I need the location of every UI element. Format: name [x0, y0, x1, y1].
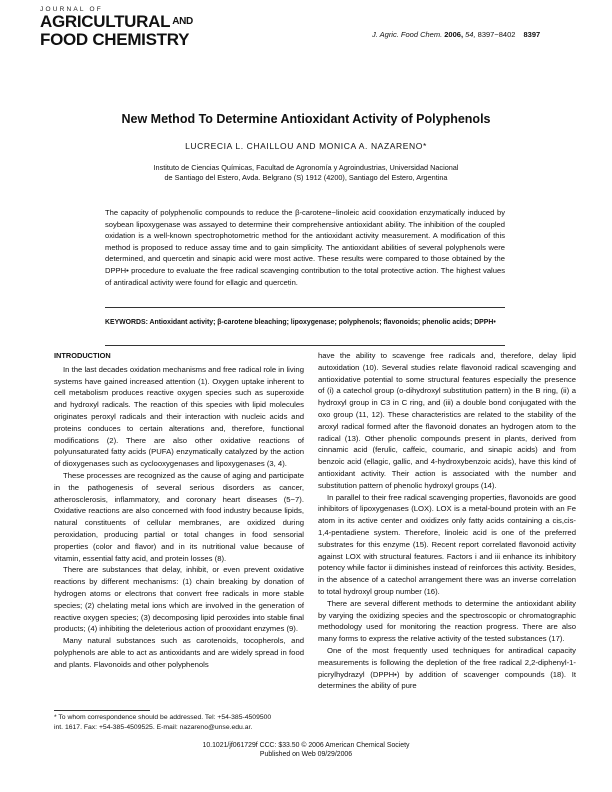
abstract-top-rule — [105, 307, 505, 308]
journal-logo — [40, 13, 193, 30]
paragraph: There are substances that delay, inhibit, or even prevent oxidative reactions by different mechanisms: (1) chain breaking by donation of hydrogen atoms or electrons that convert free radicals in more stable species; (2) chelating metal ions which are involved in the generation of reactive oxygen species; (3) decomposing lipid peroxides into stable final products; (4) inhibiting the deleterious action of prooxidant enzymes (9). — [54, 565, 304, 634]
paragraph: One of the most frequently used techniques for antiradical capacity measurements is following the depletion of the free radical 2,2-diphenyl-1-picrylhydrazyl (DPPH•) by addition of scavenger compounds (18). It determines the ability of pure — [318, 645, 576, 691]
paragraph: have the ability to scavenge free radicals and, therefore, delay lipid autoxidation (10). Several studies relate flavonoid radical scavenging and antioxidative potential to some structural features especially the presence of (i) a catechol group (o-dihydroxyl substitution pattern) in the B ring, (ii) a hydroxyl group in C3 in C ring, and (iii) a double bond conjugated with the oxo group (11, 12). These characteristics are related to the stability of the aroxyl radical formed after the flavonoid donates an hydrogen atom to the radical (13). Other phenolic compounds present in plants, derived from cinnamic acid (ferulic, caffeic, coumaric, and sinapic acids) and from benzoic acid (ellagic, gallic, and 4-hydroxybenzoic acids), have this kind of antioxidant activity. Their action is associated with the number and substitution pattern of phenolic hydroxyl groups (14). — [318, 351, 576, 490]
citation-pages: 8397−8402 — [477, 30, 516, 39]
section-heading-introduction: INTRODUCTION — [54, 351, 111, 360]
keywords: KEYWORDS: Antioxidant activity; β-carotene bleaching; lipoxygenase; polyphenols; flavonoids; phenolic acids; DPPH• — [105, 319, 496, 326]
page-number: 8397 — [523, 30, 541, 39]
journal-logo-line2: FOOD CHEMISTRY — [40, 30, 190, 49]
citation-volume: 54, — [465, 30, 476, 39]
abstract: The capacity of polyphenolic compounds to reduce the β-carotene−linoleic acid cooxidation enzymatically induced by soybean lipoxygenase was assayed to determine their comprehensive antioxidant ability. The inhibition of the coupled oxidation is a well-known spectrophotometric method for the antioxidant activity measurement. A modification of this method is proposed to reduce assay time and to gain simplicity. The antioxidant abilities of several polyphenols were determined, and quercetin and sinapic acid were most active. These results were compared to those obtained by the DPPH• procedure to evaluate the free radical scavenging contribution to the total protective action. The highest values of antiradical activity were found for ellagic and quercetin. — [105, 208, 505, 287]
footnote-rule — [54, 710, 150, 711]
paragraph: In parallel to their free radical scavenging properties, flavonoids are good inhibitors of lipoxygenases (LOX). LOX is a metal-bound protein with an Fe atom in its active center and oxidizes only fatty acids containing a cis,cis-1,4-pentadiene system. Therefore, linoleic acid is one of the preferred substrates for this enzyme (15). Recent report correlated flavonoid activity against LOX with structural features. Factors i and iii enhance its inhibitory potency while factor ii diminishes instead of reinforces this activity. Besides, in the absence of a catechol arrangement there was an inverse correlation to total hydroxyl group number (16). — [318, 492, 576, 596]
paragraph: There are several different methods to determine the antioxidant ability by varying the oxidizing species and the spectroscopic or chromatographic methodology used for monitoring the reaction progress. There are also many forms to express the relative activity of the tested substances (17). — [318, 598, 576, 644]
citation-year: 2006, — [444, 30, 464, 39]
paragraph: These processes are recognized as the cause of aging and participate in the pathogenesis of several serious disorders as cancer, atherosclerosis, inflammatory, and coronary heart diseases (5−7). Oxidative reactions are also concerned with food industry because lipids, natural constituents of cellular membranes, are oxidized during peroxidation, producing partial or total changes in food sensorial properties (color and flavor) and in its nutritional value because of vitamin, essential fatty acid, and protein losses (8). — [54, 470, 304, 563]
citation-line — [372, 30, 540, 39]
footnote-line: int. 1617. Fax: +54-385-4509525. E-mail: nazareno@unse.edu.ar. — [54, 723, 253, 731]
paragraph: Many natural substances such as carotenoids, tocopherols, and polyphenols are able to act as antioxidants and are widely spread in food and plants. Flavonoids and other polyphenols — [54, 636, 304, 669]
footnote-line: * To whom correspondence should be addressed. Tel: +54-385-4509500 — [54, 714, 272, 721]
journal-logo-top: JOURNAL OF — [40, 6, 103, 13]
keywords-bottom-rule — [105, 345, 505, 346]
correspondence-footnote — [54, 713, 304, 732]
journal-logo-and: AND — [172, 16, 193, 27]
body-left-column — [54, 350, 304, 671]
paragraph: In the last decades oxidation mechanisms and free radical role in living systems have gained increased attention (1). Oxygen uptake inherent to cell metabolism produces reactive oxygen species such as superoxide and hydroxyl radicals. The reaction of this species with lipid molecules originates peroxyl radicals and their interaction with nucleic acids and proteins conduces to certain alterations and, therefore, functional modifications (2). There are also other oxidative reactions of polyunsaturated fatty acids (PUFA) enzymatically catalyzed by the action of dioxygenases such as cyclooxygenases and lipoxygenases (3, 4). — [54, 364, 304, 469]
article-authors: LUCRECIA L. CHAILLOU AND MONICA A. NAZARENO* — [185, 141, 427, 151]
body-right-column — [318, 350, 576, 692]
published-line: Published on Web 09/29/2006 — [259, 751, 353, 758]
citation-journal: J. Agric. Food Chem. — [372, 30, 443, 39]
doi-line: 10.1021/jf061729f CCC: $33.50 © 2006 American Chemical Society — [202, 742, 410, 749]
affiliation: Instituto de Ciencias Químicas, Facultad de Agronomía y Agroindustrias, Universidad Nacional de Santiago del Estero, Avda. Belgrano (S) 1912 (4200), Santiago del Estero, Argentina — [153, 163, 459, 182]
journal-logo-line1: AGRICULTURAL — [40, 12, 171, 31]
page-footer — [0, 741, 612, 759]
article-title: New Method To Determine Antioxidant Activity of Polyphenols — [121, 112, 491, 126]
